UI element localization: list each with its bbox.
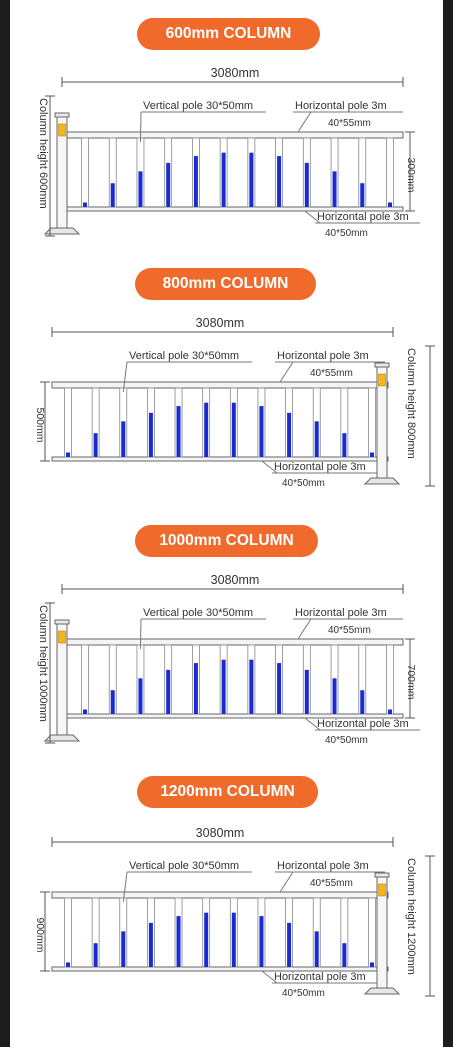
column-reflector (59, 631, 66, 643)
fence-diagram (10, 760, 443, 1010)
vertical-pole-blue-band (249, 660, 253, 714)
vertical-pole-blue-band (305, 163, 309, 207)
top-rail-label: Horizontal pole 3m (277, 860, 369, 872)
vertical-pole-blue-band (360, 690, 364, 714)
vertical-pole (387, 138, 394, 207)
vertical-pole-blue-band (259, 916, 263, 967)
vertical-pole-blue-band (204, 403, 208, 457)
bottom-rail-label: Horizontal pole 3m (274, 971, 366, 983)
vertical-pole-blue-band (138, 678, 142, 714)
section-1200mm (10, 760, 443, 1010)
vertical-pole-blue-band (121, 421, 125, 457)
top-rail-label: Horizontal pole 3m (277, 350, 369, 362)
top-rail-leader-line (280, 872, 293, 892)
fence-diagram (10, 507, 443, 757)
vertical-pole-blue-band (83, 202, 87, 207)
top-rail-size-label: 40*55mm (310, 368, 353, 379)
section-800mm (10, 250, 443, 500)
vertical-pole-blue-band (149, 413, 153, 457)
top-rail-leader-line (298, 619, 311, 639)
vertical-pole-blue-band (287, 413, 291, 457)
column-cap (55, 620, 69, 624)
vertical-pole-blue-band (333, 678, 337, 714)
bottom-rail-size-label: 40*50mm (282, 988, 325, 999)
column-height-label: Column height 1000mm (37, 605, 49, 722)
vertical-pole-blue-band (121, 931, 125, 967)
vertical-pole-blue-band (232, 913, 236, 967)
vertical-pole (82, 138, 89, 207)
section-title-badge: 600mm COLUMN (137, 18, 320, 50)
vertical-pole-label: Vertical pole 30*50mm (129, 860, 240, 872)
vertical-pole-blue-band (204, 913, 208, 967)
bottom-rail-label: Horizontal pole 3m (274, 461, 366, 473)
vertical-pole-blue-band (111, 690, 115, 714)
vertical-pole-leader-line (140, 112, 141, 142)
rail-height-label: 900mm (34, 917, 46, 953)
section-1000mm (10, 507, 443, 757)
width-dimension-label: 3080mm (210, 573, 260, 587)
vertical-pole-blue-band (166, 163, 170, 207)
vertical-pole (369, 388, 376, 457)
section-title-badge: 1000mm COLUMN (135, 525, 318, 557)
bottom-rail-size-label: 40*50mm (282, 478, 325, 489)
top-rail-label: Horizontal pole 3m (295, 100, 387, 112)
vertical-pole-blue-band (83, 709, 87, 714)
bottom-rail-size-label: 40*50mm (325, 735, 368, 746)
width-dimension-label: 3080mm (210, 66, 260, 80)
vertical-pole-blue-band (94, 943, 98, 967)
vertical-pole (82, 645, 89, 714)
bottom-rail-size-label: 40*50mm (325, 228, 368, 239)
top-rail (52, 382, 388, 388)
vertical-pole-leader-line (140, 619, 141, 649)
column-base (365, 478, 399, 484)
top-rail-size-label: 40*55mm (310, 878, 353, 889)
spec-panel (10, 0, 443, 1047)
vertical-pole-blue-band (315, 421, 319, 457)
vertical-pole-blue-band (305, 670, 309, 714)
vertical-pole-blue-band (66, 452, 70, 457)
vertical-pole-blue-band (66, 962, 70, 967)
vertical-pole-blue-band (370, 452, 374, 457)
vertical-pole-blue-band (222, 660, 226, 714)
column-height-label: Column height 800mm (405, 348, 417, 459)
column-reflector (379, 884, 386, 896)
vertical-pole-blue-band (277, 156, 281, 207)
column-height-label: Column height 600mm (37, 98, 49, 209)
vertical-pole-label: Vertical pole 30*50mm (129, 350, 240, 362)
rail-height-label: 700mm (405, 664, 417, 700)
fence-diagram (10, 250, 443, 500)
fence-diagram (10, 0, 443, 250)
top-rail (67, 132, 403, 138)
vertical-pole-label: Vertical pole 30*50mm (143, 100, 254, 112)
rail-height-label: 500mm (34, 407, 46, 443)
vertical-pole (65, 388, 72, 457)
vertical-pole-blue-band (277, 663, 281, 714)
vertical-pole-blue-band (315, 931, 319, 967)
column-base (365, 988, 399, 994)
section-title-badge: 800mm COLUMN (135, 268, 316, 300)
rail-height-label: 300mm (405, 157, 417, 193)
width-dimension-label: 3080mm (195, 316, 245, 330)
section-title-badge: 1200mm COLUMN (137, 776, 318, 808)
top-rail-size-label: 40*55mm (328, 625, 371, 636)
column-height-label: Column height 1200mm (405, 858, 417, 975)
vertical-pole-blue-band (360, 183, 364, 207)
column-cap (375, 873, 389, 877)
top-rail-leader-line (280, 362, 293, 382)
top-rail-size-label: 40*55mm (328, 118, 371, 129)
vertical-pole-blue-band (249, 153, 253, 207)
vertical-pole-label: Vertical pole 30*50mm (143, 607, 254, 619)
vertical-pole-blue-band (388, 709, 392, 714)
top-rail (52, 892, 388, 898)
vertical-pole-blue-band (149, 923, 153, 967)
vertical-pole (65, 898, 72, 967)
column-cap (375, 363, 389, 367)
vertical-pole-blue-band (194, 156, 198, 207)
vertical-pole-blue-band (166, 670, 170, 714)
vertical-pole-blue-band (222, 153, 226, 207)
bottom-rail-label: Horizontal pole 3m (317, 718, 409, 730)
vertical-pole-blue-band (342, 433, 346, 457)
bottom-rail-label: Horizontal pole 3m (317, 211, 409, 223)
top-rail (67, 639, 403, 645)
vertical-pole-blue-band (370, 962, 374, 967)
vertical-pole-blue-band (177, 916, 181, 967)
vertical-pole-blue-band (94, 433, 98, 457)
column-reflector (59, 124, 66, 136)
column-cap (55, 113, 69, 117)
vertical-pole-blue-band (111, 183, 115, 207)
vertical-pole (387, 645, 394, 714)
vertical-pole-blue-band (333, 171, 337, 207)
vertical-pole-blue-band (259, 406, 263, 457)
vertical-pole-blue-band (194, 663, 198, 714)
vertical-pole-blue-band (177, 406, 181, 457)
top-rail-label: Horizontal pole 3m (295, 607, 387, 619)
width-dimension-label: 3080mm (195, 826, 245, 840)
top-rail-leader-line (298, 112, 311, 132)
vertical-pole (369, 898, 376, 967)
section-600mm (10, 0, 443, 250)
vertical-pole-blue-band (138, 171, 142, 207)
vertical-pole-blue-band (342, 943, 346, 967)
vertical-pole-blue-band (287, 923, 291, 967)
vertical-pole-blue-band (232, 403, 236, 457)
vertical-pole-blue-band (388, 202, 392, 207)
column-reflector (379, 374, 386, 386)
